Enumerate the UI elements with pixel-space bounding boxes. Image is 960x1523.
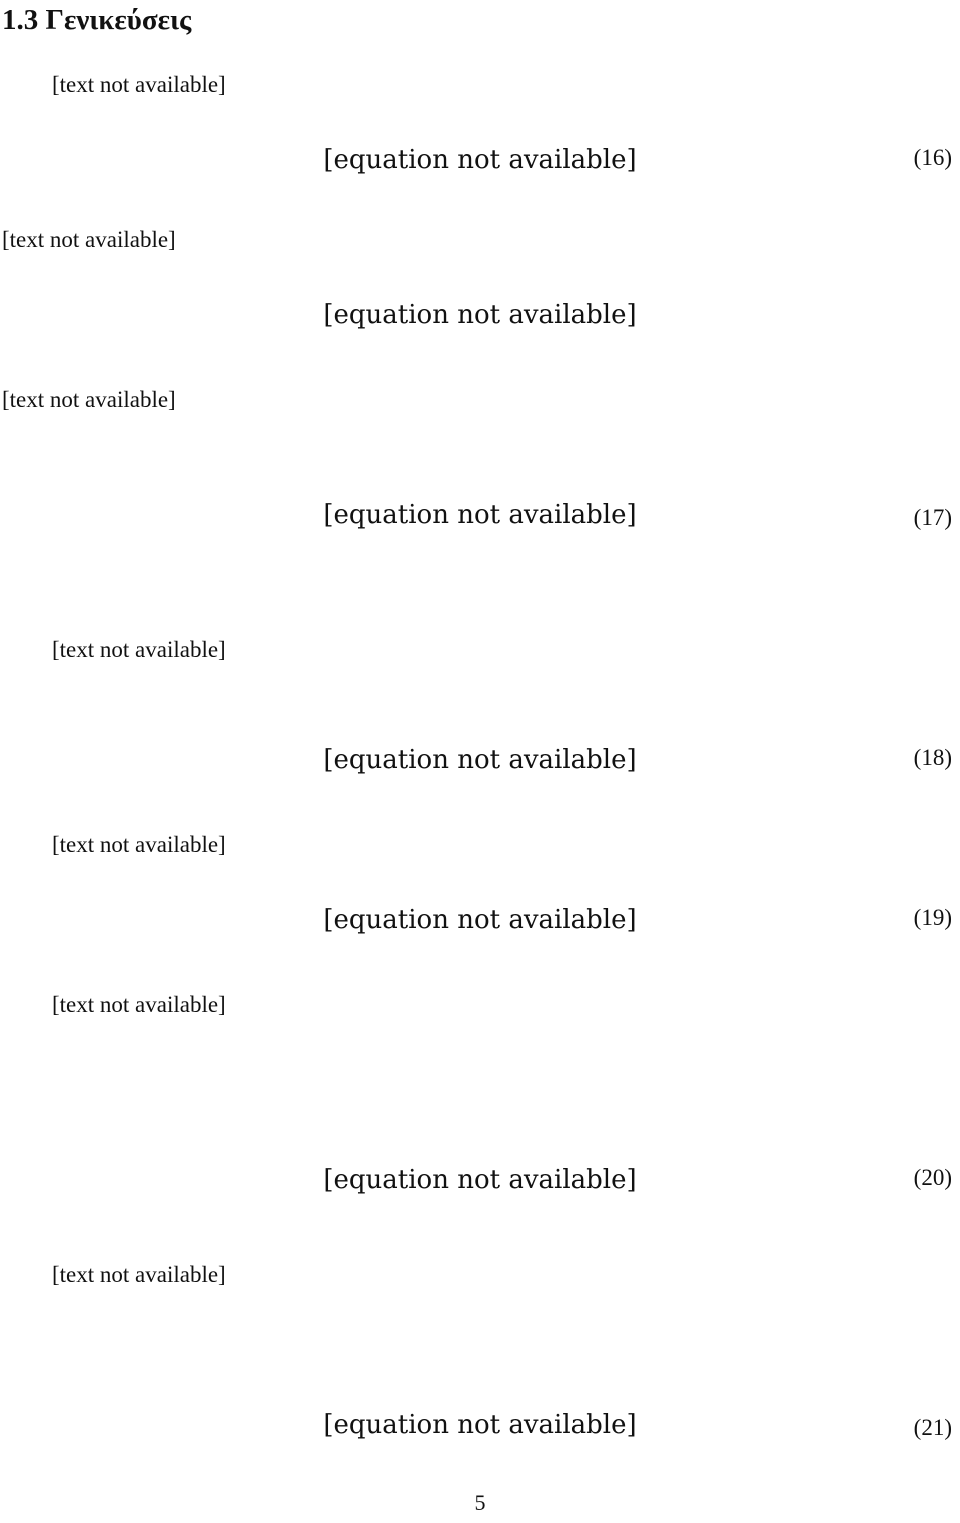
equation-21: [equation not available] <box>323 1410 637 1440</box>
paragraph: [text not available] <box>2 387 176 412</box>
equation-20: [equation not available] <box>323 1165 637 1195</box>
section-heading <box>2 4 191 37</box>
equation-number: (20) <box>913 1165 952 1190</box>
section-title: Γενικεύσεις <box>45 4 192 36</box>
equation-number: (18) <box>913 745 952 770</box>
equation-16: [equation not available] <box>323 145 637 175</box>
paragraph: [text not available] <box>52 72 226 97</box>
page-number: 5 <box>474 1490 486 1515</box>
equation-number: (17) <box>913 505 952 530</box>
paragraph: [text not available] <box>52 832 226 857</box>
paragraph: [text not available] <box>52 1262 226 1287</box>
equation-18: [equation not available] <box>323 745 637 775</box>
paragraph: [text not available] <box>52 637 226 662</box>
paragraph: [text not available] <box>2 227 176 252</box>
equation-17: [equation not available] <box>323 500 637 530</box>
equation-number: (16) <box>913 145 952 170</box>
equation-19: [equation not available] <box>323 905 637 935</box>
boundary-conditions: [equation not available] <box>323 300 637 330</box>
paragraph: [text not available] <box>52 992 226 1017</box>
section-number: 1.3 <box>2 4 39 36</box>
equation-number: (21) <box>913 1415 952 1440</box>
equation-number: (19) <box>913 905 952 930</box>
